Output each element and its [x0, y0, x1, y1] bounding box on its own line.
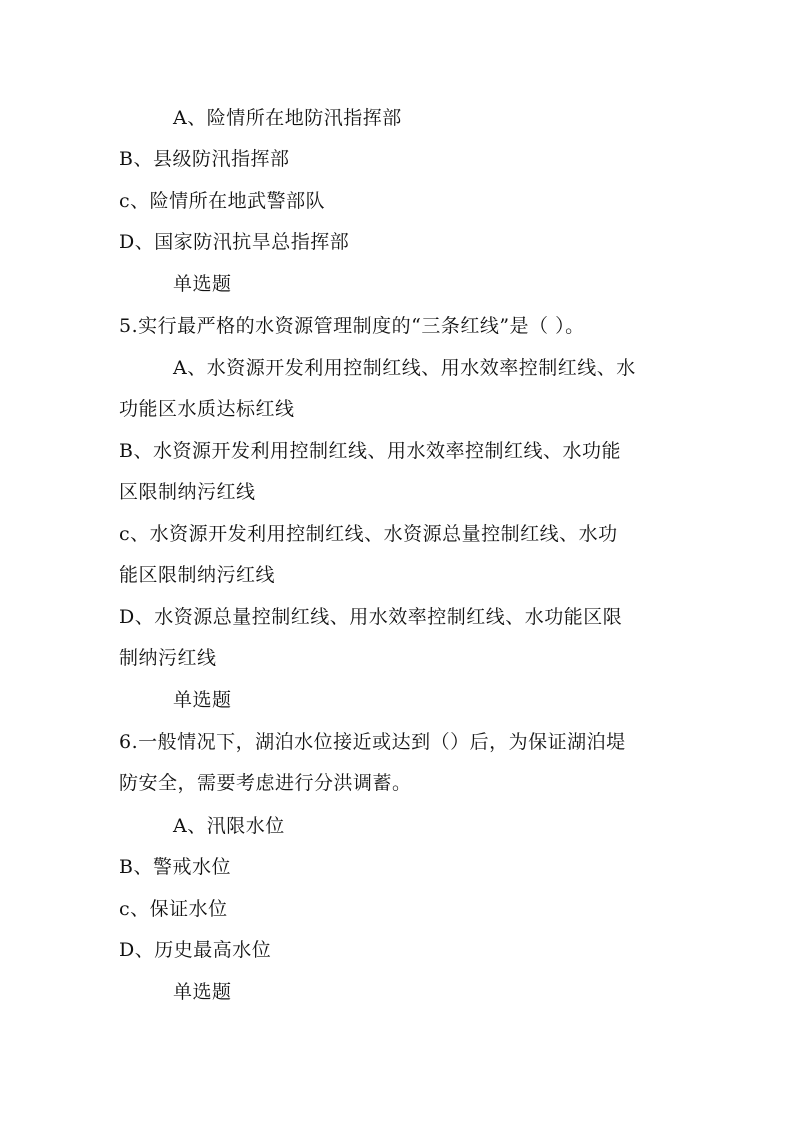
- q4-option-d: D、国家防汛抗旱总指挥部: [119, 231, 350, 253]
- q5-option-b-line2: 区限制纳污红线: [119, 481, 256, 503]
- q4-option-a: A、险情所在地防汛指挥部: [173, 107, 402, 129]
- q6-stem-line2: 防安全，需要考虑进行分洪调蓄。: [119, 772, 412, 794]
- q6-stem-line1: 6.一般情况下，湖泊水位接近或达到（）后，为保证湖泊堤: [119, 731, 626, 753]
- q4-option-c: c、险情所在地武警部队: [119, 190, 326, 212]
- q6-option-a: A、汛限水位: [173, 815, 285, 837]
- q6-question-type: 单选题: [173, 981, 232, 1003]
- q5-option-c-line2: 能区限制纳污红线: [119, 564, 276, 586]
- q4-option-b: B、县级防汛指挥部: [119, 148, 290, 170]
- q6-option-b: B、警戒水位: [119, 856, 231, 878]
- q5-stem: 5.实行最严格的水资源管理制度的“三条红线”是（ ）。: [119, 315, 585, 337]
- q5-question-type: 单选题: [173, 689, 232, 711]
- q5-option-d-line2: 制纳污红线: [119, 647, 217, 669]
- q5-option-d-line1: D、水资源总量控制红线、用水效率控制红线、水功能区限: [119, 606, 623, 628]
- q5-option-a-line2: 功能区水质达标红线: [119, 398, 295, 420]
- q6-option-c: c、保证水位: [119, 898, 228, 920]
- q4-question-type: 单选题: [173, 273, 232, 295]
- q5-option-c-line1: c、水资源开发利用控制红线、水资源总量控制红线、水功: [119, 523, 618, 545]
- q5-option-a-line1: A、水资源开发利用控制红线、用水效率控制红线、水: [173, 357, 636, 379]
- q5-option-b-line1: B、水资源开发利用控制红线、用水效率控制红线、水功能: [119, 440, 621, 462]
- q6-option-d: D、历史最高水位: [119, 939, 272, 961]
